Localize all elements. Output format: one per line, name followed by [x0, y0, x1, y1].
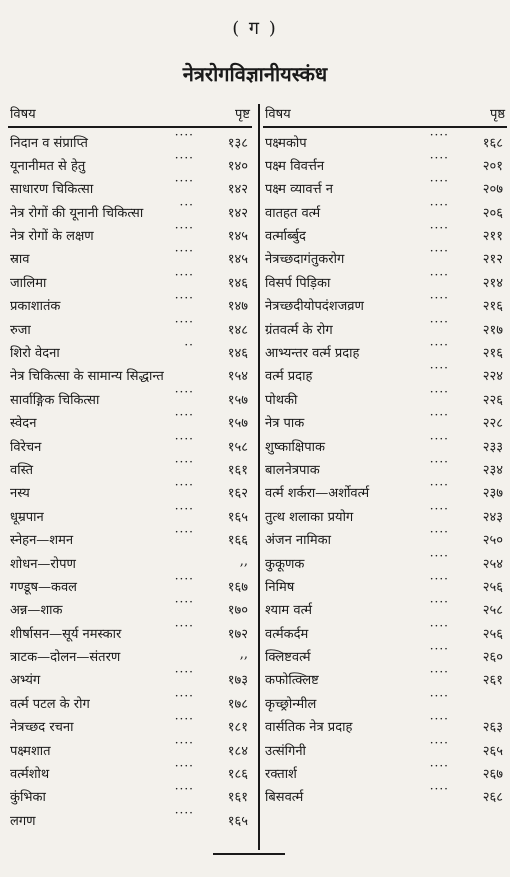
toc-page-number: २५४ [482, 556, 503, 572]
toc-page-number: २४३ [482, 509, 503, 525]
toc-topic: रक्तार्श [265, 767, 297, 783]
leader-dots: ···· [429, 150, 449, 165]
right-column [263, 102, 507, 808]
toc-topic: वर्त्म प्रदाह [265, 369, 313, 385]
toc-page-number: २६७ [482, 767, 503, 783]
leader-dots: ···· [429, 618, 449, 633]
toc-page-number: २१२ [482, 252, 503, 268]
toc-page-number: २०७ [482, 182, 503, 198]
page-number: ( ग ) [232, 18, 278, 39]
toc-page-number: २०६ [482, 205, 503, 221]
toc-topic: स्वेदन [10, 416, 37, 432]
toc-entry [263, 223, 507, 246]
toc-topic: वर्त्म पटल के रोग [10, 696, 90, 712]
toc-page-number: १६६ [227, 533, 248, 549]
toc-entry [263, 597, 507, 620]
toc-entry [263, 363, 507, 386]
page-header: पृष्ट [235, 107, 250, 122]
toc-entry [263, 431, 507, 457]
leader-dots: ···· [174, 525, 194, 540]
toc-entry [8, 150, 252, 176]
toc-page-number: १४७ [227, 299, 248, 315]
leader-dots: ···· [429, 291, 449, 306]
toc-topic: पक्ष्मकोप [265, 135, 307, 151]
toc-page-number: १८४ [227, 743, 248, 759]
leader-dots: ···· [174, 571, 194, 586]
leader-dots: ···· [429, 454, 449, 469]
toc-page-number: २१६ [482, 346, 503, 362]
leader-dots: ···· [429, 267, 449, 282]
toc-page-number: १६८ [482, 135, 503, 151]
toc-entry [263, 667, 507, 690]
leader-dots: ···· [174, 384, 194, 399]
toc-entry [8, 127, 252, 153]
left-rows [8, 127, 252, 832]
leader-dots: ···· [429, 197, 449, 212]
toc-topic: कफोत्क्लिष्ट [265, 673, 319, 689]
toc-entry [263, 480, 507, 503]
right-column-header [263, 102, 507, 126]
leader-dots: ···· [429, 314, 449, 329]
leader-dots: ···· [429, 595, 449, 610]
table-of-contents [0, 102, 510, 852]
topic-header: विषय [265, 107, 291, 122]
leader-dots: ···· [174, 805, 194, 820]
leader-dots: ·· [184, 338, 194, 353]
toc-entry [8, 267, 252, 293]
leader-dots: ···· [174, 314, 194, 329]
leader-dots: ···· [429, 665, 449, 680]
leader-dots: ···· [429, 525, 449, 540]
toc-page-number: २५८ [482, 603, 503, 619]
toc-topic: साधारण चिकित्सा [10, 182, 94, 198]
toc-entry [263, 384, 507, 410]
toc-entry [8, 551, 252, 574]
leader-dots: ···· [429, 478, 449, 493]
toc-page-number: १८६ [227, 767, 248, 783]
toc-topic: शिरो वेदना [10, 346, 60, 362]
leader-dots: ···· [174, 688, 194, 703]
toc-topic: पक्ष्मशात [10, 743, 51, 759]
leader-dots: ···· [429, 759, 449, 774]
toc-page-number: १४६ [227, 346, 248, 362]
leader-dots: ···· [429, 431, 449, 446]
toc-entry [8, 314, 252, 340]
toc-topic: नेत्रच्छद रचना [10, 720, 74, 736]
leader-dots: ···· [429, 548, 449, 563]
toc-page-number: २२८ [482, 416, 503, 432]
toc-entry [263, 176, 507, 199]
toc-page-number: १४५ [227, 229, 248, 245]
toc-page-number: १८१ [227, 720, 248, 736]
toc-page-number: १५८ [227, 439, 248, 455]
toc-topic: गण्डूष—कवल [10, 579, 77, 595]
toc-topic: नेत्र रोगों की यूनानी चिकित्सा [10, 205, 144, 221]
toc-topic: कुकूणक [265, 556, 305, 572]
toc-topic: विरेचन [10, 439, 42, 455]
toc-page-number: ,, [239, 647, 248, 663]
toc-page-number: १४२ [227, 205, 248, 221]
toc-topic: शुष्काक्षिपाक [265, 439, 325, 455]
leader-dots: ···· [174, 221, 194, 236]
toc-entry [263, 618, 507, 644]
toc-entry [263, 340, 507, 363]
toc-entry [8, 431, 252, 457]
toc-entry [8, 501, 252, 527]
leader-dots: ···· [429, 501, 449, 516]
toc-entry [263, 644, 507, 667]
toc-entry [263, 150, 507, 176]
toc-page-number: २५६ [482, 626, 503, 642]
toc-page-number: १४६ [227, 275, 248, 291]
toc-page-number: २२६ [482, 392, 503, 408]
toc-page-number: १४५ [227, 252, 248, 268]
toc-page-number: १४२ [227, 182, 248, 198]
leader-dots: ···· [174, 127, 194, 142]
toc-entry [263, 197, 507, 223]
toc-topic: नस्य [10, 486, 30, 502]
toc-topic: निमिष [265, 579, 295, 595]
toc-topic: सार्वाङ्गिक चिकित्सा [10, 392, 100, 408]
toc-topic: शोधन—रोपण [10, 556, 76, 572]
toc-topic: वार्सतिक नेत्र प्रदाह [265, 720, 353, 736]
toc-page-number: १७८ [227, 696, 248, 712]
leader-dots: ···· [429, 712, 449, 727]
toc-page-number: २६५ [482, 743, 503, 759]
leader-dots: ···· [429, 221, 449, 236]
toc-page-number: १५७ [227, 392, 248, 408]
leader-dots: ···· [174, 665, 194, 680]
toc-entry [8, 667, 252, 690]
toc-entry [263, 571, 507, 597]
toc-page-number: २६१ [482, 673, 503, 689]
toc-topic: नेत्र रोगों के लक्षण [10, 229, 94, 245]
toc-topic: धूम्रपान [10, 509, 44, 525]
leader-dots: ···· [174, 735, 194, 750]
toc-topic: क्लिष्टवर्त्म [265, 650, 311, 666]
toc-entry [263, 784, 507, 807]
toc-topic: शीर्षासन—सूर्य नमस्कार [10, 626, 122, 642]
toc-topic: अंजन नामिका [265, 533, 331, 549]
toc-topic: प्रकाशातंक [10, 299, 61, 315]
toc-page-number: २३७ [482, 486, 503, 502]
toc-topic: नेत्रच्छदीयोपदंशजव्रण [265, 299, 364, 315]
left-column [8, 102, 252, 831]
toc-entry [263, 548, 507, 574]
leader-dots: ···· [174, 150, 194, 165]
toc-entry [263, 314, 507, 340]
toc-topic: वातहत वर्त्म [265, 205, 321, 221]
leader-dots: ···· [429, 642, 449, 657]
toc-entry [263, 267, 507, 293]
toc-topic: वस्ति [10, 462, 34, 478]
toc-entry [8, 618, 252, 644]
toc-entry [8, 597, 252, 620]
toc-topic: नेत्र पाक [265, 416, 305, 432]
toc-topic: त्राटक—दोलन—संतरण [10, 650, 121, 666]
toc-entry [8, 784, 252, 807]
toc-entry [8, 644, 252, 667]
left-column-header [8, 102, 252, 126]
toc-topic: बिसवर्त्म [265, 790, 304, 806]
toc-topic: कुंभिका [10, 790, 46, 806]
leader-dots: ···· [429, 244, 449, 259]
toc-topic: जालिमा [10, 275, 47, 291]
leader-dots: ···· [429, 127, 449, 142]
toc-entry [263, 527, 507, 550]
toc-topic: नेत्रच्छदागंतुकरोग [265, 252, 345, 268]
toc-entry [8, 735, 252, 761]
leader-dots: ···· [174, 244, 194, 259]
toc-topic: ग्रंतवर्त्म के रोग [265, 322, 333, 338]
toc-topic: पक्ष्म विवर्त्तन [265, 158, 325, 174]
toc-topic: अन्न—शाक [10, 603, 63, 619]
toc-page-number: १५४ [227, 369, 248, 385]
leader-dots: ···· [174, 759, 194, 774]
toc-page-number: २१७ [482, 322, 503, 338]
toc-entry [263, 735, 507, 761]
toc-entry [8, 527, 252, 550]
leader-dots: ···· [429, 174, 449, 189]
toc-entry [8, 223, 252, 246]
page-title: नेत्ररोगविज्ञानीयस्कंध [182, 62, 328, 86]
toc-entry [8, 293, 252, 316]
toc-topic: तुत्थ शलाका प्रयोग [265, 509, 354, 525]
toc-page-number: १६५ [227, 813, 248, 829]
toc-topic: लगण [10, 813, 36, 829]
page-header: पृष्ठ [489, 107, 505, 122]
toc-entry [8, 197, 252, 223]
header-rule [263, 126, 507, 128]
toc-topic: श्याम वर्त्म [265, 603, 312, 619]
toc-entry [263, 127, 507, 153]
toc-page-number: १७२ [227, 626, 248, 642]
toc-page-number: २११ [482, 229, 503, 245]
column-divider [258, 104, 260, 850]
leader-dots: ···· [174, 501, 194, 516]
leader-dots: ··· [179, 197, 194, 212]
toc-page-number: १६५ [227, 509, 248, 525]
leader-dots: ···· [174, 454, 194, 469]
toc-entry [8, 176, 252, 199]
toc-entry [263, 761, 507, 784]
leader-dots: ···· [429, 361, 449, 376]
toc-entry [263, 454, 507, 480]
toc-entry [263, 688, 507, 714]
topic-header: विषय [10, 107, 36, 122]
toc-page-number: १५७ [227, 416, 248, 432]
leader-dots: ···· [429, 338, 449, 353]
toc-entry [8, 246, 252, 269]
toc-page-number: २६८ [482, 790, 503, 806]
toc-topic: उत्संगिनी [265, 743, 306, 759]
toc-entry [263, 246, 507, 269]
leader-dots: ···· [174, 174, 194, 189]
toc-page-number: २३३ [482, 439, 503, 455]
leader-dots: ···· [174, 618, 194, 633]
toc-topic: पक्ष्म व्यावर्त्त न [265, 182, 333, 198]
leader-dots: ···· [429, 688, 449, 703]
right-rows [263, 127, 507, 808]
toc-topic: कृच्छ्रोन्मील [265, 696, 317, 712]
leader-dots: ···· [429, 384, 449, 399]
toc-page-number: १६२ [227, 486, 248, 502]
toc-topic: वर्त्म शर्करा—अर्शोवर्त्म [265, 486, 370, 502]
toc-topic: नेत्र चिकित्सा के सामान्य सिद्धान्त [10, 369, 164, 385]
leader-dots: ···· [429, 571, 449, 586]
toc-page-number: २१४ [482, 275, 503, 291]
toc-entry [8, 410, 252, 433]
toc-entry [8, 688, 252, 714]
toc-page-number: २६३ [482, 720, 503, 736]
toc-page-number: २०१ [482, 158, 503, 174]
toc-entry [8, 480, 252, 503]
toc-page-number: १४८ [227, 322, 248, 338]
toc-topic: रुजा [10, 322, 31, 338]
toc-entry [8, 384, 252, 410]
toc-topic: स्नेहन—शमन [10, 533, 74, 549]
toc-entry [8, 363, 252, 386]
toc-page-number: २१६ [482, 299, 503, 315]
leader-dots: ···· [429, 782, 449, 797]
toc-entry [8, 714, 252, 737]
header-rule [8, 126, 252, 128]
leader-dots: ···· [174, 291, 194, 306]
toc-entry [8, 571, 252, 597]
toc-page-number: १३८ [227, 135, 248, 151]
toc-entry [8, 805, 252, 831]
toc-topic: वर्त्मकर्दम [265, 626, 309, 642]
bottom-rule [213, 853, 285, 855]
toc-entry [8, 340, 252, 363]
toc-topic: पोथकी [265, 392, 298, 408]
toc-topic: यूनानीमत से हेतु [10, 158, 86, 174]
toc-entry [263, 501, 507, 527]
toc-page-number: ,, [239, 553, 248, 569]
toc-entry [8, 454, 252, 480]
toc-page-number: १७० [227, 603, 248, 619]
toc-page-number: १४० [227, 158, 248, 174]
toc-entry [263, 410, 507, 433]
toc-topic: वर्त्मार्ब्बुद [265, 229, 306, 245]
toc-page-number: २५६ [482, 579, 503, 595]
toc-page-number: १६१ [227, 790, 248, 806]
toc-entry [263, 714, 507, 737]
leader-dots: ···· [174, 408, 194, 423]
toc-page-number: २२४ [482, 369, 503, 385]
leader-dots: ···· [174, 431, 194, 446]
toc-page-number: २५० [482, 533, 503, 549]
toc-page-number: २३४ [482, 462, 503, 478]
leader-dots: ···· [429, 408, 449, 423]
toc-entry [263, 293, 507, 316]
toc-entry [8, 761, 252, 784]
leader-dots: ···· [429, 735, 449, 750]
leader-dots: ···· [174, 595, 194, 610]
toc-page-number: १६१ [227, 462, 248, 478]
toc-topic: विसर्प पिड़िका [265, 275, 331, 291]
toc-topic: अभ्यंग [10, 673, 41, 689]
toc-topic: निदान व संप्राप्ति [10, 135, 88, 151]
toc-topic: स्राव [10, 252, 30, 268]
toc-page-number: २६० [482, 650, 503, 666]
toc-topic: आभ्यन्तर वर्त्म प्रदाह [265, 346, 360, 362]
toc-topic: वर्त्मशोथ [10, 767, 50, 783]
toc-page-number: १६७ [227, 579, 248, 595]
leader-dots: ···· [174, 267, 194, 282]
leader-dots: ···· [174, 712, 194, 727]
toc-topic: बालनेत्रपाक [265, 462, 320, 478]
toc-page-number: १७३ [227, 673, 248, 689]
leader-dots: ···· [174, 782, 194, 797]
leader-dots: ···· [174, 478, 194, 493]
